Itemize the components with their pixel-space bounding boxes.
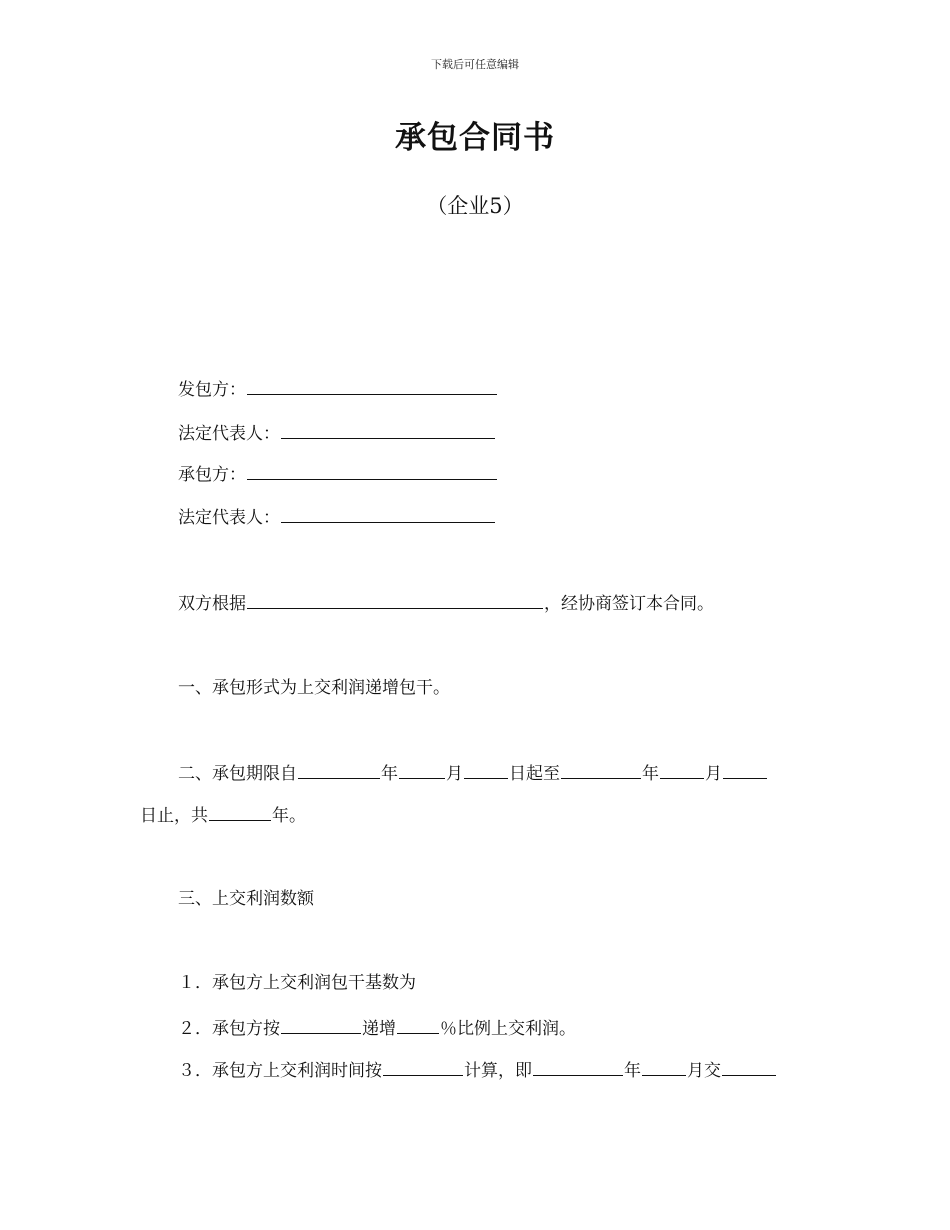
preamble-line <box>178 590 714 616</box>
issuer-line <box>178 376 498 402</box>
preamble-suffix: ，经协商签订本合同。 <box>544 594 714 614</box>
clause-3-item-2-middle: 递增 <box>362 1019 396 1039</box>
clause-2-end-month-blank <box>660 760 704 779</box>
clause-2-years-blank <box>209 802 271 821</box>
issuer-rep-blank <box>281 420 495 439</box>
document-title: 承包合同书 <box>395 120 555 156</box>
clause-2-month1: 月 <box>446 764 463 784</box>
clause-2-prefix: 二、承包期限自 <box>178 764 297 784</box>
clause-2-start-month-blank <box>399 760 445 779</box>
clause-3-item-3-middle: 计算，即 <box>464 1061 532 1081</box>
preamble-prefix: 双方根据 <box>178 594 246 614</box>
contractor-rep-line <box>178 504 496 530</box>
clause-3-item-3-method-blank <box>383 1057 463 1076</box>
header-note: 下载后可任意编辑 <box>431 58 519 71</box>
clause-3-item-2 <box>178 1015 576 1041</box>
document-subtitle: （企业5） <box>426 194 524 218</box>
clause-3-item-3-month-pay: 月交 <box>687 1061 721 1081</box>
clause-3-item-2-suffix: ％比例上交利润。 <box>440 1019 576 1039</box>
clause-2-year2: 年 <box>642 764 659 784</box>
contractor-label: 承包方： <box>178 465 246 485</box>
clause-2-month2: 月 <box>705 764 722 784</box>
clause-3-heading: 三、上交利润数额 <box>178 889 314 909</box>
contractor-line <box>178 461 498 487</box>
clause-2-line-2 <box>140 802 306 828</box>
clause-1: 一、承包形式为上交利润递增包干。 <box>178 678 450 698</box>
clause-3-item-2-prefix: ２．承包方按 <box>178 1019 280 1039</box>
issuer-blank <box>247 376 497 395</box>
clause-2-line2-suffix: 年。 <box>272 806 306 826</box>
issuer-rep-line <box>178 420 496 446</box>
preamble-blank <box>247 590 543 609</box>
contractor-rep-blank <box>281 504 495 523</box>
clause-3-item-3-month-blank <box>642 1057 686 1076</box>
issuer-label: 发包方： <box>178 380 246 400</box>
clause-3-item-3 <box>178 1057 777 1083</box>
clause-2-end-year-blank <box>561 760 641 779</box>
clause-2-start-day-blank <box>464 760 508 779</box>
contractor-blank <box>247 461 497 480</box>
clause-2-end-day-blank <box>723 760 767 779</box>
clause-3-item-3-year-blank <box>533 1057 623 1076</box>
clause-2-start-year-blank <box>298 760 380 779</box>
clause-3-item-1: １．承包方上交利润包干基数为 <box>178 973 416 993</box>
clause-3-item-2-basis-blank <box>281 1015 361 1034</box>
clause-3-item-3-amount-blank <box>722 1057 776 1076</box>
clause-2-day-from: 日起至 <box>509 764 560 784</box>
clause-2-line2-prefix: 日止，共 <box>140 806 208 826</box>
contractor-rep-label: 法定代表人： <box>178 508 280 528</box>
clause-3-item-2-rate-blank <box>397 1015 439 1034</box>
clause-2-line-1 <box>178 760 768 786</box>
clause-2-year1: 年 <box>381 764 398 784</box>
issuer-rep-label: 法定代表人： <box>178 424 280 444</box>
clause-3-item-3-prefix: ３．承包方上交利润时间按 <box>178 1061 382 1081</box>
clause-3-item-3-year: 年 <box>624 1061 641 1081</box>
